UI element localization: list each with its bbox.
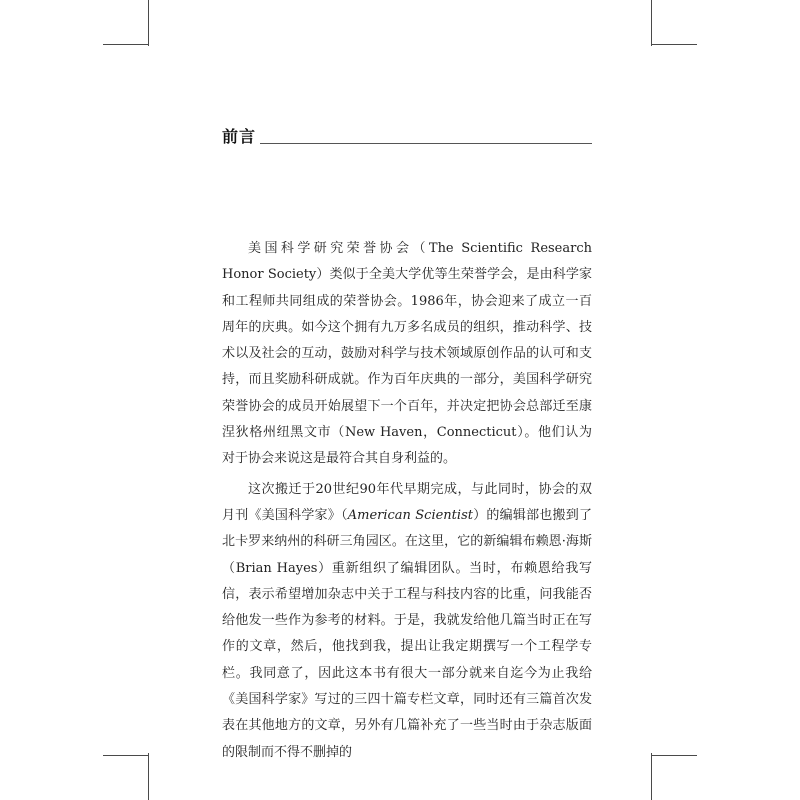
- chapter-title: 前言: [222, 127, 257, 146]
- crop-mark-top-left-horizontal: [103, 44, 149, 45]
- paragraph-2-text-after: ）的编辑部也搬到了北卡罗来纳州的科研三角园区。在这里，它的新编辑布赖恩·海斯（Brian Hayes）重新组织了编辑团队。当时，布赖恩给我写信，表示希望增加杂志中关于工程与科技内容的比重，问我能否给他发一些作为参考的材料。于是，我就发给他几篇当时正在写作的文章，然后，他找到我，提出让我定期撰写一个工程学专栏。我同意了，因此这本书有很大一部分就来自迄今为止我给《美国科学家》写过的三四十篇专栏文章，同时还有三篇首次发表在其他地方的文章，另外有几篇补充了一些当时由于杂志版面的限制而不得不删掉的: [222, 507, 592, 760]
- crop-mark-top-left-vertical: [148, 0, 149, 46]
- paragraph-2: [222, 477, 592, 766]
- magazine-title-italic: American Scientist: [347, 507, 473, 523]
- paragraph-1: 美国科学研究荣誉协会（The Scientific Research Honor Society）类似于全美大学优等生荣誉学会，是由科学家和工程师共同组成的荣誉协会。1986年，协会迎来了成立一百周年的庆典。如今这个拥有九万多名成员的组织，推动科学、技术以及社会的互动，鼓励对科学与技术领域原创作品的认可和支持，而且奖励科研成就。作为百年庆典的一部分，美国科学研究荣誉协会的成员开始展望下一个百年，并决定把协会总部迁至康涅狄格州纽黑文市（New Haven，Connecticut）。他们认为对于协会来说这是最符合其自身利益的。: [222, 241, 592, 467]
- heading-rule: [260, 143, 592, 144]
- crop-mark-bottom-left-horizontal: [103, 755, 149, 756]
- crop-mark-top-right-horizontal: [651, 44, 697, 45]
- chapter-heading: [222, 126, 592, 150]
- paragraph-2-text-before: 这次搬迁于20世纪90年代早期完成，与此同时，协会的双月刊《美国科学家》（: [222, 481, 592, 523]
- crop-mark-bottom-right-horizontal: [651, 755, 697, 756]
- body-text: [222, 236, 592, 766]
- crop-mark-top-right-vertical: [651, 0, 652, 46]
- crop-mark-bottom-right-vertical: [651, 753, 652, 800]
- crop-mark-bottom-left-vertical: [148, 753, 149, 800]
